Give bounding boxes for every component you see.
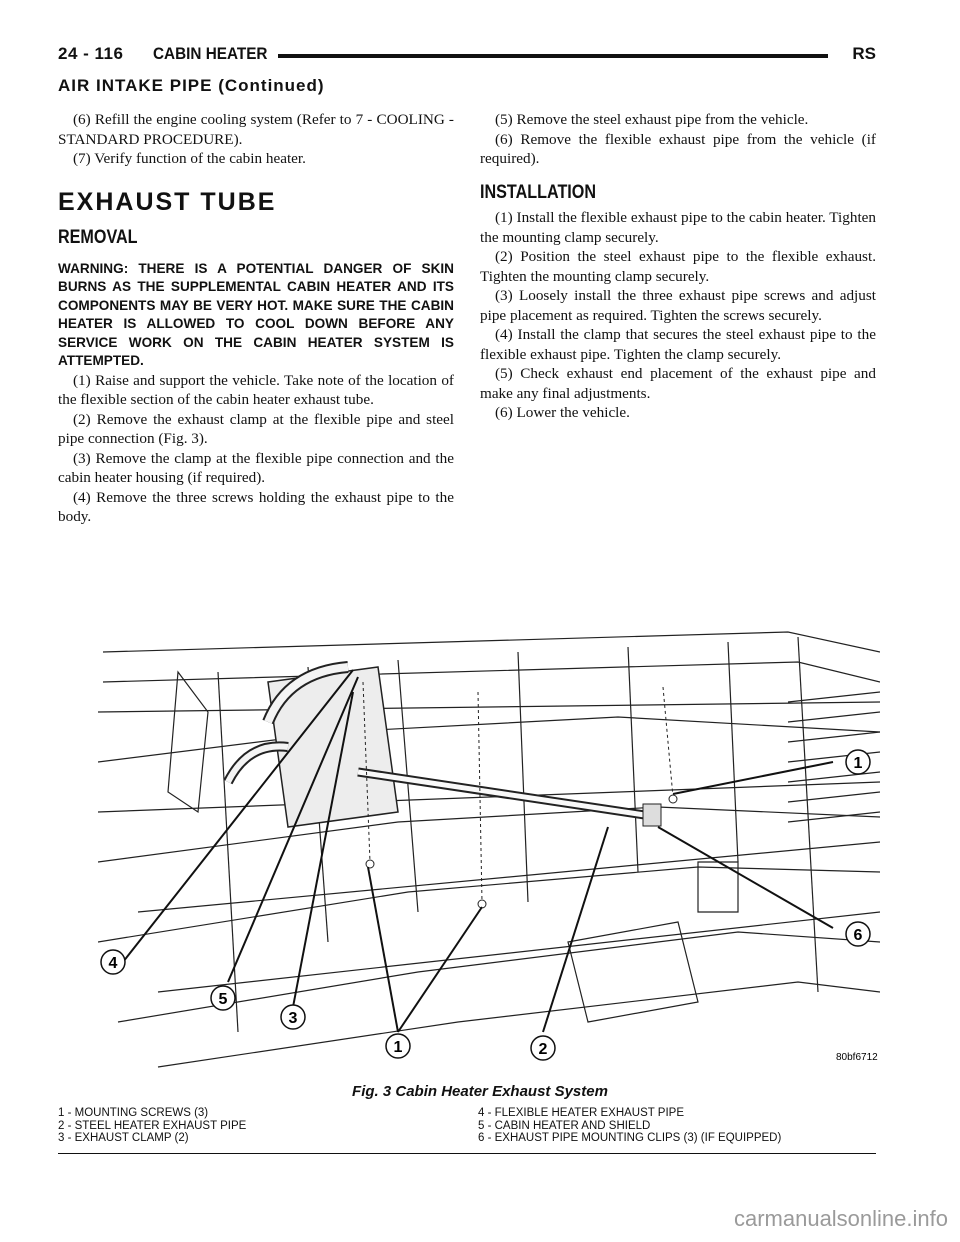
legend-left-column [58, 1107, 246, 1145]
removal-step: (1) Raise and support the vehicle. Take note of the location of the flexible section of the cabin heater exhaust tube. [58, 371, 454, 408]
callout-1-right: 1 [853, 755, 863, 772]
callout-6: 6 [853, 927, 863, 944]
installation-step: (6) Lower the vehicle. [495, 404, 630, 421]
intro-step: (7) Verify function of the cabin heater. [73, 150, 306, 167]
exhaust-tube-heading: EXHAUST TUBE [58, 187, 277, 216]
callout-5: 5 [218, 991, 228, 1008]
exhaust-system-illustration [98, 612, 880, 1074]
installation-heading: INSTALLATION [480, 181, 597, 203]
removal-step: (3) Remove the clamp at the flexible pipe connection and the cabin heater housing (if required). [58, 449, 454, 486]
header-rule [278, 54, 828, 58]
page-header [58, 44, 876, 68]
left-column [58, 110, 454, 527]
installation-step: (2) Position the steel exhaust pipe to the flexible exhaust. Tighten the mounting clamp securely. [480, 248, 876, 285]
removal-step: (4) Remove the three screws holding the exhaust pipe to the body. [58, 488, 454, 525]
legend-item: 4 - FLEXIBLE HEATER EXHAUST PIPE [478, 1107, 685, 1119]
legend-item: 2 - STEEL HEATER EXHAUST PIPE [58, 1119, 247, 1132]
removal-step: (5) Remove the steel exhaust pipe from the vehicle. [495, 111, 809, 128]
intro-step: (6) Refill the engine cooling system (Refer to 7 - COOLING - STANDARD PROCEDURE). [58, 111, 454, 148]
model-code: RS [852, 44, 876, 63]
section-title: CABIN HEATER [153, 44, 268, 63]
legend-item: 1 - MOUNTING SCREWS (3) [58, 1107, 209, 1119]
removal-step: (2) Remove the exhaust clamp at the flexible pipe and steel pipe connection (Fig. 3). [58, 410, 454, 447]
right-column [480, 110, 876, 423]
legend-item: 5 - CABIN HEATER AND SHIELD [478, 1119, 651, 1132]
removal-heading: REMOVAL [58, 227, 138, 248]
installation-step: (3) Loosely install the three exhaust pipe screws and adjust pipe placement as required. Tighten the screws securely. [480, 287, 876, 324]
continued-title: AIR INTAKE PIPE (Continued) [58, 76, 325, 95]
legend-item: 6 - EXHAUST PIPE MOUNTING CLIPS (3) (IF EQUIPPED) [478, 1132, 782, 1144]
installation-step: (1) Install the flexible exhaust pipe to the cabin heater. Tighten the mounting clamp securely. [480, 209, 876, 246]
removal-step: (6) Remove the flexible exhaust pipe from the vehicle (if required). [480, 130, 876, 167]
callout-1-bottom: 1 [393, 1039, 403, 1056]
art-code: 80bf6712 [836, 1052, 878, 1063]
callout-3: 3 [288, 1010, 298, 1027]
warning-text: WARNING: THERE IS A POTENTIAL DANGER OF SKIN BURNS AS THE SUPPLEMENTAL CABIN HEATER AND ITS COMPONENTS MAY BE VERY HOT. MAKE SURE THE CABIN HEATER IS ALLOWED TO COOL DOWN BEFORE ANY SERVICE WORK ON THE CABIN HEATER SYSTEM IS ATTEMPTED. [58, 260, 454, 368]
page-number: 24 - 116 [58, 44, 124, 63]
installation-step: (5) Check exhaust end placement of the exhaust pipe and make any final adjustments. [480, 365, 876, 402]
legend-right-column [478, 1107, 781, 1145]
callout-4: 4 [108, 955, 118, 972]
installation-step: (4) Install the clamp that secures the steel exhaust pipe to the flexible exhaust pipe. Tighten the clamp securely. [480, 326, 876, 363]
figure-caption: Fig. 3 Cabin Heater Exhaust System [352, 1083, 608, 1100]
site-watermark[interactable]: carmanualsonline.info [733, 1206, 948, 1231]
bottom-rule [58, 1153, 876, 1154]
legend-item: 3 - EXHAUST CLAMP (2) [58, 1132, 189, 1144]
callout-2: 2 [538, 1041, 548, 1058]
